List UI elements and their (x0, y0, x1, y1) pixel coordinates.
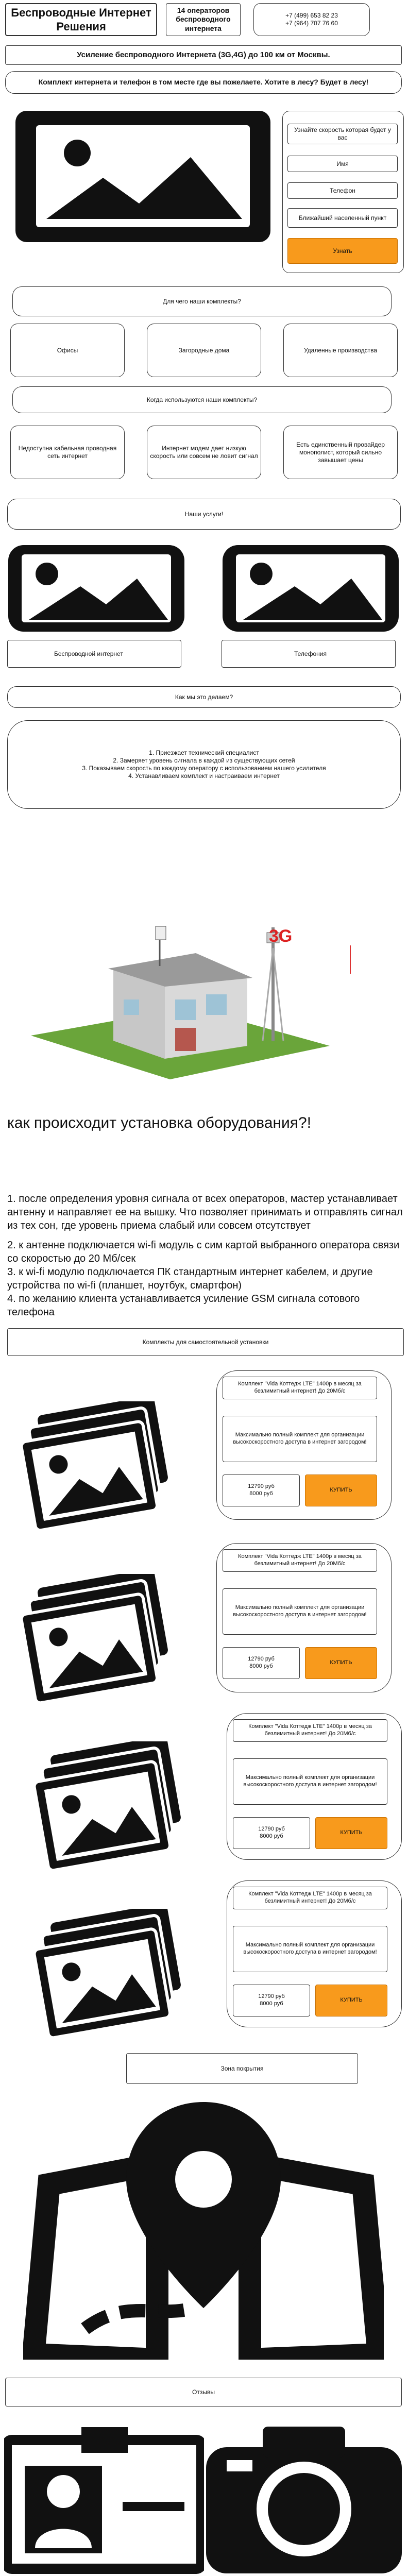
diagram-3g-label: 3G (269, 926, 293, 946)
install-step-4: 4. по желанию клиента устанавливается усиление GSM сигнала сотового телефона (7, 1293, 360, 1318)
kit-price-old: 12790 руб (258, 1826, 285, 1833)
image-placeholder-icon (15, 1401, 175, 1530)
q-where: Когда используются наши комплекты? (12, 386, 392, 413)
kit-description: Максимально полный комплект для организации высокоскоростного доступа в интернет загородом! (233, 1758, 387, 1805)
use-production: Удаленные производства (283, 324, 398, 377)
use-offices: Офисы (10, 324, 125, 377)
install-text (7, 1192, 404, 1319)
image-placeholder-icon (28, 1909, 188, 2038)
q-kits: Для чего наши комплекты? (12, 286, 392, 316)
install-step-2: 2. к антенне подключается wi-fi модуль с сим картой выбранного оператора связи со скоростью до 20 Мб/сек (7, 1240, 400, 1264)
step-1: 1. Приезжает технический специалист (149, 749, 259, 756)
map-pin-icon (23, 2102, 384, 2360)
image-placeholder-icon (15, 1574, 175, 1703)
kit-name: Комплект "Vida Коттедж LTE" 1400р в месяц за безлимитный интернет! До 20Мб/с (233, 1887, 387, 1909)
reviews-title: Отзывы (5, 2378, 402, 2406)
buy-button[interactable]: КУПИТЬ (305, 1475, 377, 1506)
main-banner: Усиление беспроводного Интернета (3G,4G) до 100 км от Москвы. (5, 45, 402, 65)
buy-button[interactable]: КУПИТЬ (305, 1647, 377, 1679)
kit-price (233, 1817, 310, 1849)
phone-field[interactable]: Телефон (287, 182, 398, 199)
kit-price (233, 1985, 310, 2016)
image-placeholder-icon (8, 545, 184, 632)
kit-description: Максимально полный комплект для организации высокоскоростного доступа в интернет загородом! (223, 1416, 377, 1462)
house-installation-diagram (21, 917, 376, 1082)
service-telephony: Телефония (222, 640, 396, 668)
kit-price-old: 12790 руб (258, 1993, 285, 2000)
kits-title: Комплекты для самостоятельной установки (7, 1328, 404, 1356)
kit-price (223, 1647, 300, 1679)
kit-price-new: 8000 руб (249, 1490, 273, 1497)
step-2: 2. Замеряет уровень сигнала в каждой из существующих сетей (113, 757, 295, 764)
image-placeholder-icon (15, 111, 270, 242)
buy-button[interactable]: КУПИТЬ (315, 1817, 387, 1849)
how-title: Как мы это делаем? (7, 686, 401, 708)
buy-button[interactable]: КУПИТЬ (315, 1985, 387, 2016)
kit-description: Максимально полный комплект для организации высокоскоростного доступа в интернет загородом! (223, 1588, 377, 1635)
install-step-3: 3. к wi-fi модулю подключается ПК стандартным интернет кабелем, и другие устройства по wi-fi (планшет, ноутбук, смартфон) (7, 1266, 373, 1291)
contact-card-icon (4, 2425, 204, 2576)
logo: Беспроводные Интернет Решения (5, 3, 157, 36)
coverage-title: Зона покрытия (126, 2053, 358, 2084)
kit-price-new: 8000 руб (249, 1663, 273, 1669)
service-wireless: Беспроводной интернет (7, 640, 181, 668)
image-placeholder-icon (28, 1741, 188, 1870)
header-phones[interactable] (253, 3, 370, 36)
sub-banner: Комплект интернета и телефон в том месте где вы пожелаете. Хотите в лесу? Будет в лесу! (5, 71, 402, 94)
situation-3: Есть единственный провайдер монополист, который сильно завышает цены (283, 426, 398, 479)
kit-name: Комплект "Vida Коттедж LTE" 1400р в месяц за безлимитный интернет! До 20Мб/с (233, 1719, 387, 1742)
submit-button[interactable]: Узнать (287, 238, 398, 264)
header-phone-1[interactable]: +7 (499) 653 82 23 (285, 12, 338, 19)
operators-badge: 14 операторов беспроводного интернета (166, 3, 241, 36)
kit-name: Комплект "Vida Коттедж LTE" 1400р в месяц за безлимитный интернет! До 20Мб/с (223, 1549, 377, 1572)
place-field[interactable]: Ближайший населенный пункт (287, 208, 398, 228)
services-title: Наши услуги! (7, 499, 401, 530)
step-3: 3. Показываем скорость по каждому оператору с использованием нашего усилителя (82, 765, 326, 772)
steps-box (7, 720, 401, 809)
situation-1: Недоступна кабельная проводная сеть интернет (10, 426, 125, 479)
use-country-houses: Загородные дома (147, 324, 261, 377)
kit-description: Максимально полный комплект для организации высокоскоростного доступа в интернет загородом! (233, 1926, 387, 1972)
header-phone-2[interactable]: +7 (964) 707 76 60 (285, 20, 338, 27)
image-placeholder-icon (223, 545, 399, 632)
kit-price-old: 12790 руб (248, 1483, 275, 1490)
kit-price-new: 8000 руб (260, 2001, 283, 2007)
install-heading: как происходит установка оборудования?! (7, 1114, 312, 1131)
kit-name: Комплект "Vida Коттедж LTE" 1400р в месяц за безлимитный интернет! До 20Мб/с (223, 1377, 377, 1399)
kit-price (223, 1475, 300, 1506)
kit-price-old: 12790 руб (248, 1656, 275, 1663)
install-step-1: 1. после определения уровня сигнала от всех операторов, мастер устанавливает антенну и направляет ее на вышку. Что позволяет принимать и отправлять сигнал из тех сон, где уровень приема слабый или совсем отсутствует (7, 1193, 403, 1231)
step-4: 4. Устанавливаем комплект и настраиваем интернет (128, 772, 280, 779)
situation-2: Интернет модем дает низкую скорость или совсем не ловит сигнал (147, 426, 261, 479)
kit-price-new: 8000 руб (260, 1833, 283, 1839)
form-title: Узнайте скорость которая будет у вас (287, 124, 398, 144)
camera-icon (206, 2416, 402, 2573)
name-field[interactable]: Имя (287, 156, 398, 172)
